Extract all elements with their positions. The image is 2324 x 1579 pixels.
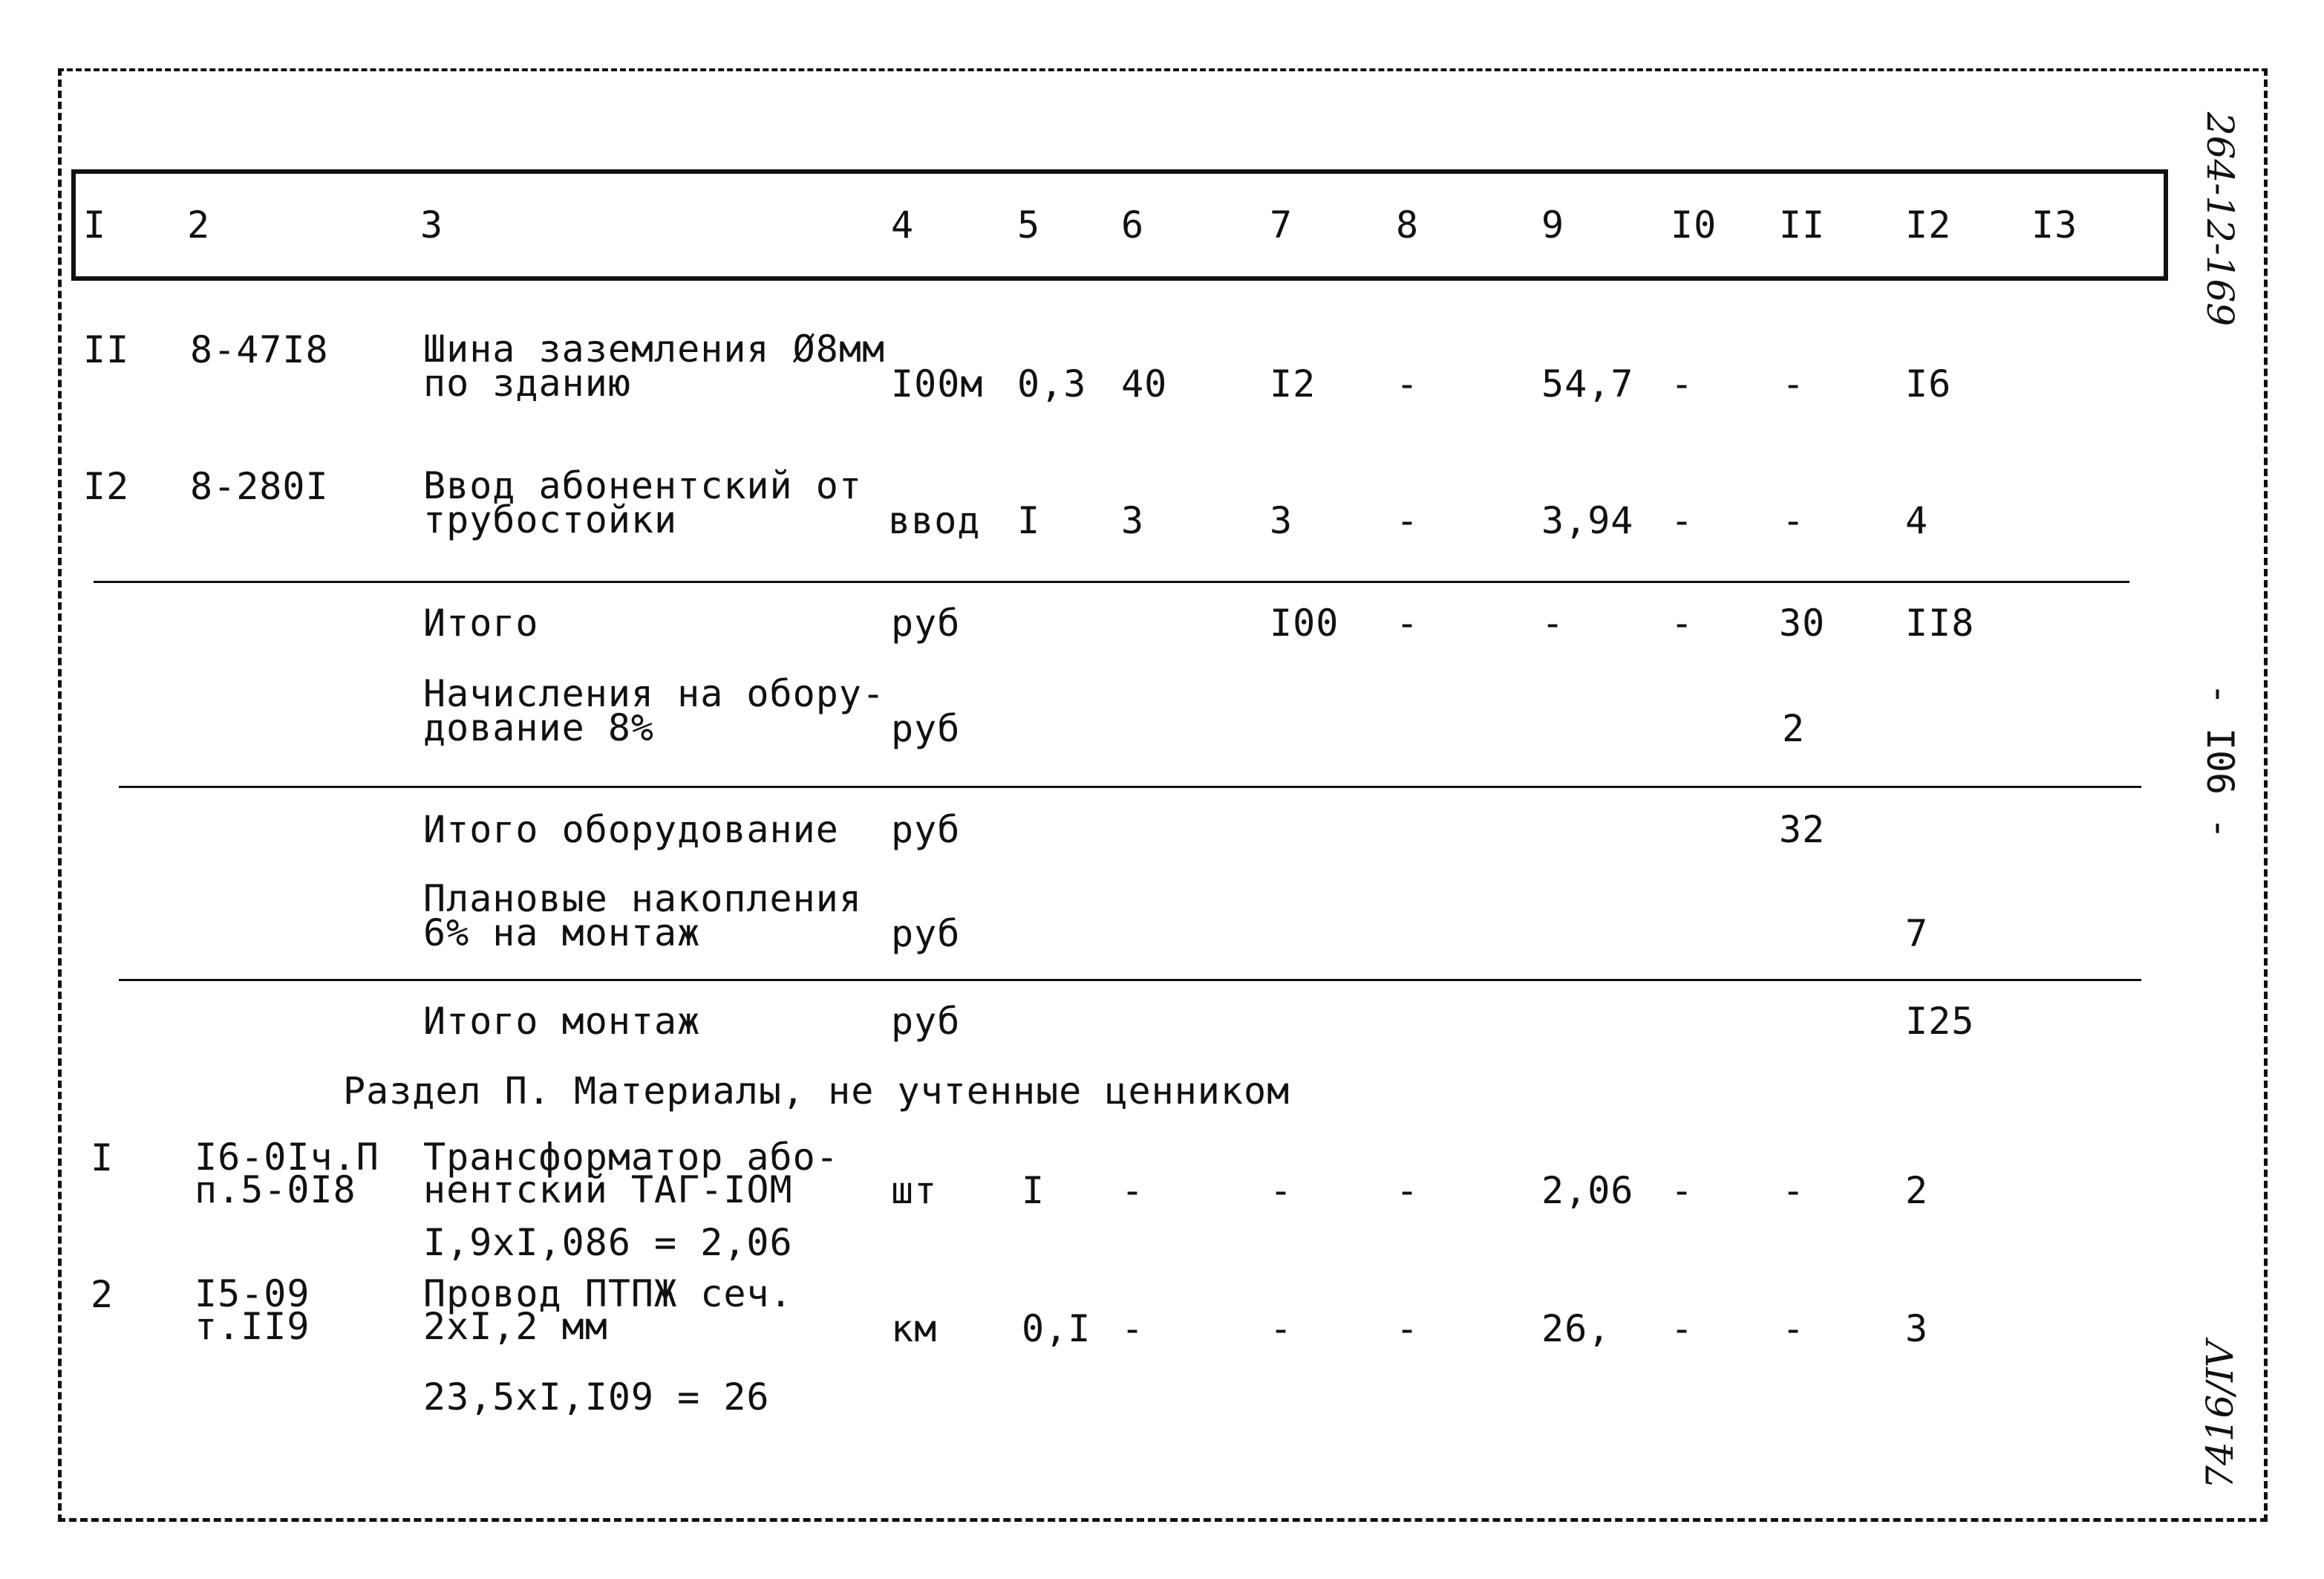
total-col-10: -	[1671, 602, 1694, 645]
source-line2: т.II9	[195, 1305, 310, 1348]
col-header-4: 4	[891, 204, 915, 247]
source-line2: п.5-0I8	[195, 1168, 356, 1211]
item-name-line1: Шина заземления Ø8мм	[423, 328, 886, 371]
total-unit: руб	[891, 602, 961, 645]
col-11-value: -	[1782, 1307, 1806, 1350]
material-name-line1: Провод ПТПЖ сеч.	[423, 1272, 793, 1315]
planned-savings-unit: руб	[891, 912, 961, 955]
equipment-total-unit: руб	[891, 808, 961, 851]
col-7-value: -	[1270, 1307, 1293, 1350]
row-number: II	[83, 328, 130, 371]
col-header-5: 5	[1017, 204, 1041, 247]
charges-label-line2: дование 8%	[423, 706, 655, 749]
calculation: 23,5xI,I09 = 26	[423, 1375, 770, 1419]
col-header-6: 6	[1121, 204, 1145, 247]
divider	[119, 979, 2141, 981]
col-9-value: 26,	[1541, 1307, 1611, 1350]
material-name-line2: 2xI,2 мм	[423, 1305, 608, 1348]
col-7-value: 3	[1270, 499, 1293, 542]
installation-total-unit: руб	[891, 1000, 961, 1043]
col-9-value: 3,94	[1541, 499, 1634, 542]
col-10-value: -	[1671, 1169, 1694, 1212]
section-title: Раздел П. Материалы, не учтенные ценником	[343, 1070, 1290, 1113]
planned-savings-col-12: 7	[1905, 912, 1929, 955]
charges-unit: руб	[891, 707, 961, 750]
row-number: I	[91, 1136, 114, 1179]
col-12-value: 4	[1905, 499, 1929, 542]
total-col-8: -	[1396, 602, 1420, 645]
col-10-value: -	[1671, 362, 1694, 406]
item-name-line1: Ввод абонентский от	[423, 464, 862, 507]
material-name-line1: Трансформатор або-	[423, 1136, 839, 1179]
price-code: 8-280I	[190, 465, 329, 508]
unit: ввод	[888, 499, 981, 542]
page-border	[58, 68, 2268, 1522]
quantity: 0,I	[1022, 1307, 1091, 1350]
col-header-13: I3	[2031, 204, 2078, 247]
col-8-value: -	[1396, 362, 1420, 406]
quantity: 0,3	[1017, 362, 1087, 406]
col-6-value: -	[1121, 1307, 1145, 1350]
divider	[94, 581, 2129, 583]
unit: шт	[891, 1169, 938, 1212]
source-line1: I5-09	[195, 1272, 310, 1315]
col-header-9: 9	[1541, 204, 1565, 247]
source-line1: I6-0Iч.П	[195, 1136, 379, 1179]
col-header-1: I	[83, 204, 107, 247]
item-name-line2: трубостойки	[423, 498, 678, 541]
material-name-line2: нентский ТАГ-IОМ	[423, 1168, 793, 1211]
total-col-7: I00	[1270, 602, 1339, 645]
col-header-11: II	[1779, 204, 1826, 247]
col-12-value: 2	[1905, 1169, 1929, 1212]
quantity: I	[1022, 1169, 1045, 1212]
installation-total-label: Итого монтаж	[423, 1000, 701, 1043]
installation-total-col-12: I25	[1905, 1000, 1975, 1043]
col-header-12: I2	[1905, 204, 1952, 247]
document-number-stamp: 264-12-169	[2199, 111, 2242, 327]
divider	[119, 786, 2141, 788]
col-12-value: I6	[1905, 362, 1952, 406]
total-col-12: II8	[1905, 602, 1975, 645]
col-header-10: I0	[1671, 204, 1717, 247]
col-7-value: I2	[1270, 362, 1316, 406]
total-col-9: -	[1541, 602, 1565, 645]
col-8-value: -	[1396, 1307, 1420, 1350]
total-label: Итого	[423, 602, 539, 645]
col-12-value: 3	[1905, 1307, 1929, 1350]
col-11-value: -	[1782, 362, 1806, 406]
col-10-value: -	[1671, 1307, 1694, 1350]
item-name-line2: по зданию	[423, 362, 631, 405]
equipment-total-label: Итого оборудование	[423, 808, 839, 851]
planned-savings-line1: Плановые накопления	[423, 877, 862, 920]
col-6-value: -	[1121, 1169, 1145, 1212]
col-header-7: 7	[1270, 204, 1293, 247]
quantity: I	[1017, 499, 1041, 542]
charges-label-line1: Начисления на обору-	[423, 672, 886, 715]
price-code: 8-47I8	[190, 328, 329, 371]
row-number: 2	[91, 1273, 114, 1316]
col-7-value: -	[1270, 1169, 1293, 1212]
col-6-value: 3	[1121, 499, 1145, 542]
total-col-11: 30	[1779, 602, 1826, 645]
col-11-value: -	[1782, 499, 1806, 542]
page-number: - I06 -	[2199, 683, 2242, 840]
col-6-value: 40	[1121, 362, 1168, 406]
col-8-value: -	[1396, 499, 1420, 542]
col-9-value: 2,06	[1541, 1169, 1634, 1212]
calculation: I,9xI,086 = 2,06	[423, 1221, 793, 1264]
row-number: I2	[83, 465, 130, 508]
equipment-total-col-11: 32	[1779, 808, 1826, 851]
col-header-2: 2	[187, 204, 211, 247]
col-8-value: -	[1396, 1169, 1420, 1212]
col-10-value: -	[1671, 499, 1694, 542]
unit: I00м	[891, 362, 984, 406]
unit: км	[891, 1307, 938, 1350]
column-header-row	[71, 169, 2168, 281]
planned-savings-line2: 6% на монтаж	[423, 911, 701, 954]
col-header-8: 8	[1396, 204, 1420, 247]
archive-number-stamp: 7416/IV	[2199, 1341, 2242, 1489]
col-9-value: 54,7	[1541, 362, 1634, 406]
col-11-value: -	[1782, 1169, 1806, 1212]
col-header-3: 3	[420, 204, 444, 247]
charges-col-11: 2	[1782, 707, 1806, 750]
